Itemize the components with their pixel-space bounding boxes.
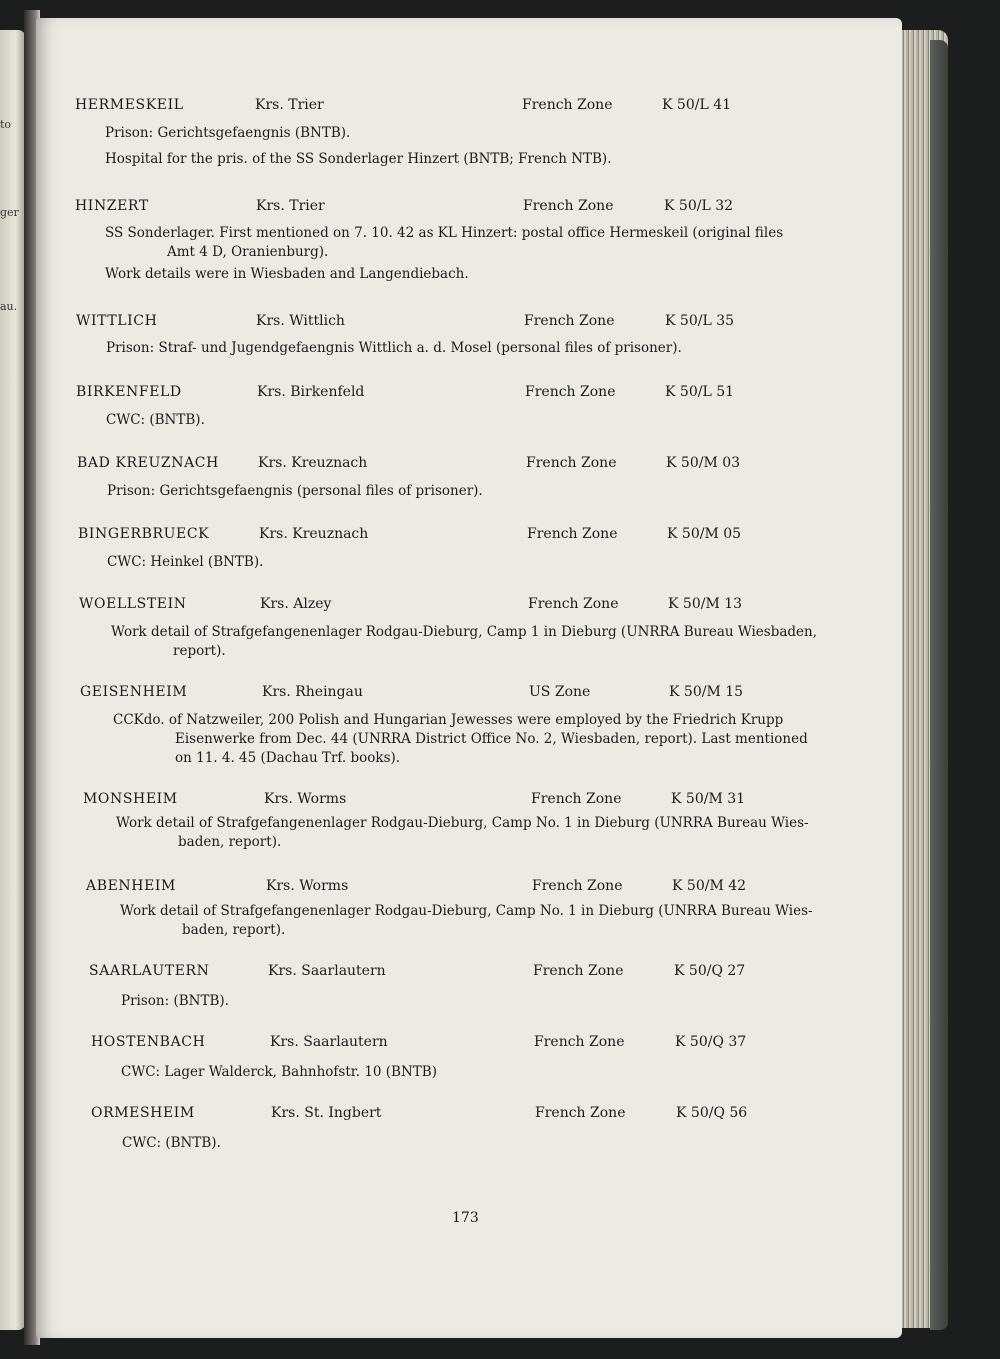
left-page-edge <box>0 30 26 1330</box>
entry-note-line: CWC: (BNTB). <box>122 1135 221 1151</box>
entry-map-code: K 50/Q 56 <box>676 1105 748 1121</box>
entry-note-line: Prison: Straf- und Jugendgefaengnis Wittlich a. d. Mosel (personal files of prisoner). <box>106 340 682 356</box>
entry-map-code: K 50/L 35 <box>665 313 735 329</box>
entry-header <box>0 384 1000 408</box>
page-number: 173 <box>452 1210 479 1226</box>
entry <box>0 791 1000 850</box>
entry-note-line: Work details were in Wiesbaden and Langendiebach. <box>105 266 469 282</box>
entry-place-name: GEISENHEIM <box>80 684 188 700</box>
entry-header <box>0 684 1000 708</box>
entry-header <box>0 313 1000 337</box>
entry-zone: French Zone <box>528 596 619 612</box>
entry-place-name: SAARLAUTERN <box>89 963 210 979</box>
entry-map-code: K 50/M 05 <box>667 526 742 542</box>
left-edge-text: to <box>0 118 12 131</box>
entry-note-line: CCKdo. of Natzweiler, 200 Polish and Hungarian Jewesses were employed by the Friedrich Krupp <box>113 712 784 728</box>
entry-note <box>107 553 263 572</box>
entry-header <box>0 97 1000 121</box>
entry-place-name: BAD KREUZNACH <box>77 455 219 471</box>
entry-note <box>105 265 469 284</box>
entry-district: Krs. Trier <box>255 97 324 113</box>
entry-district: Krs. Rheingau <box>262 684 363 700</box>
entry-zone: French Zone <box>535 1105 626 1121</box>
entry-zone: French Zone <box>532 878 623 894</box>
entry-note-line: Work detail of Strafgefangenenlager Rodgau-Dieburg, Camp No. 1 in Dieburg (UNRRA Bureau Wies- <box>120 903 813 919</box>
entry-note-line: Prison: (BNTB). <box>121 993 229 1009</box>
entry-note <box>122 1134 221 1153</box>
entry-note-line: CWC: (BNTB). <box>106 412 205 428</box>
entry-zone: French Zone <box>525 384 616 400</box>
entry-place-name: HERMESKEIL <box>75 97 184 113</box>
entry <box>0 684 1000 766</box>
entry-map-code: K 50/L 41 <box>662 97 732 113</box>
entry <box>0 878 1000 938</box>
entry-place-name: ABENHEIM <box>86 878 176 894</box>
entry-zone: French Zone <box>534 1034 625 1050</box>
entry-map-code: K 50/M 42 <box>672 878 747 894</box>
entry-zone: French Zone <box>531 791 622 807</box>
entry-header <box>0 1105 1000 1129</box>
entry-district: Krs. Saarlautern <box>270 1034 388 1050</box>
entry-zone: French Zone <box>522 97 613 113</box>
entry-map-code: K 50/Q 37 <box>675 1034 747 1050</box>
entry-zone: French Zone <box>533 963 624 979</box>
entry-district: Krs. Wittlich <box>256 313 345 329</box>
entry-place-name: MONSHEIM <box>83 791 178 807</box>
entry-note <box>113 711 808 768</box>
entry-district: Krs. Worms <box>266 878 349 894</box>
entry-zone: French Zone <box>527 526 618 542</box>
entry-header <box>0 596 1000 620</box>
entry-place-name: ORMESHEIM <box>91 1105 195 1121</box>
entry-note-line: on 11. 4. 45 (Dachau Trf. books). <box>175 750 401 766</box>
left-edge-text: au. <box>0 300 18 313</box>
entry-note-line: report). <box>173 643 226 659</box>
entry-note <box>106 411 205 430</box>
entry-district: Krs. Saarlautern <box>268 963 386 979</box>
entry-note <box>106 339 682 358</box>
entry-note-line: Hospital for the pris. of the SS Sonderlager Hinzert (BNTB; French NTB). <box>105 151 612 167</box>
entry-place-name: BINGERBRUECK <box>78 526 210 542</box>
entry-place-name: WOELLSTEIN <box>79 596 187 612</box>
entry-note <box>120 902 813 940</box>
entry-district: Krs. Alzey <box>260 596 332 612</box>
entry-zone: French Zone <box>526 455 617 471</box>
entry <box>0 596 1000 659</box>
entry-district: Krs. Trier <box>256 198 325 214</box>
entry-map-code: K 50/M 03 <box>666 455 741 471</box>
entry-note-line: Prison: Gerichtsgefaengnis (personal files of prisoner). <box>107 483 483 499</box>
entry-place-name: HOSTENBACH <box>91 1034 206 1050</box>
entry-district: Krs. Worms <box>264 791 347 807</box>
entry-note-line: Amt 4 D, Oranienburg). <box>167 244 329 260</box>
entry-note <box>105 124 350 143</box>
entry-note-line: Prison: Gerichtsgefaengnis (BNTB). <box>105 125 351 141</box>
entry-map-code: K 50/L 51 <box>665 384 735 400</box>
entry-note <box>116 814 809 852</box>
entry-header <box>0 1034 1000 1058</box>
entry-place-name: WITTLICH <box>76 313 158 329</box>
entry-note-line: Eisenwerke from Dec. 44 (UNRRA District Office No. 2, Wiesbaden, report). Last mentioned <box>175 731 808 747</box>
entry-zone: French Zone <box>523 198 614 214</box>
entry-note-line: CWC: Lager Walderck, Bahnhofstr. 10 (BNTB) <box>121 1064 437 1080</box>
entry-note-line: SS Sonderlager. First mentioned on 7. 10. 42 as KL Hinzert: postal office Hermeskeil (original files <box>105 225 784 241</box>
entry-note-line: CWC: Heinkel (BNTB). <box>107 554 264 570</box>
entry-map-code: K 50/M 15 <box>669 684 744 700</box>
entry <box>0 1105 1000 1151</box>
entry-header <box>0 455 1000 479</box>
entry-zone: US Zone <box>529 684 591 700</box>
entry-map-code: K 50/M 31 <box>671 791 746 807</box>
entry <box>0 455 1000 499</box>
entry-place-name: BIRKENFELD <box>76 384 182 400</box>
entry-header <box>0 791 1000 815</box>
entry-note-line: baden, report). <box>178 834 282 850</box>
entry-map-code: K 50/Q 27 <box>674 963 746 979</box>
entry-header <box>0 526 1000 550</box>
entry-note-line: Work detail of Strafgefangenenlager Rodgau-Dieburg, Camp No. 1 in Dieburg (UNRRA Bureau Wies- <box>116 815 809 831</box>
entry-district: Krs. Kreuznach <box>259 526 369 542</box>
left-edge-text: ger <box>0 206 19 219</box>
entry <box>0 384 1000 428</box>
entry-header <box>0 198 1000 222</box>
entry <box>0 1034 1000 1080</box>
entry-note <box>105 224 783 262</box>
entry-header <box>0 963 1000 987</box>
entry-note <box>107 482 483 501</box>
entry-header <box>0 878 1000 902</box>
entry-district: Krs. St. Ingbert <box>271 1105 382 1121</box>
entry-note <box>111 623 817 661</box>
entry-note <box>121 1063 437 1082</box>
entry-note-line: baden, report). <box>182 922 286 938</box>
entry-note <box>121 992 229 1011</box>
entry-map-code: K 50/L 32 <box>664 198 734 214</box>
entry-district: Krs. Kreuznach <box>258 455 368 471</box>
entry <box>0 963 1000 1009</box>
entry-map-code: K 50/M 13 <box>668 596 743 612</box>
entry <box>0 198 1000 282</box>
entry-place-name: HINZERT <box>75 198 149 214</box>
entry <box>0 313 1000 356</box>
entry-note-line: Work detail of Strafgefangenenlager Rodgau-Dieburg, Camp 1 in Dieburg (UNRRA Bureau Wiesbaden, <box>111 624 818 640</box>
entry-zone: French Zone <box>524 313 615 329</box>
entry <box>0 526 1000 570</box>
entry-district: Krs. Birkenfeld <box>257 384 365 400</box>
entry-note <box>105 150 612 169</box>
